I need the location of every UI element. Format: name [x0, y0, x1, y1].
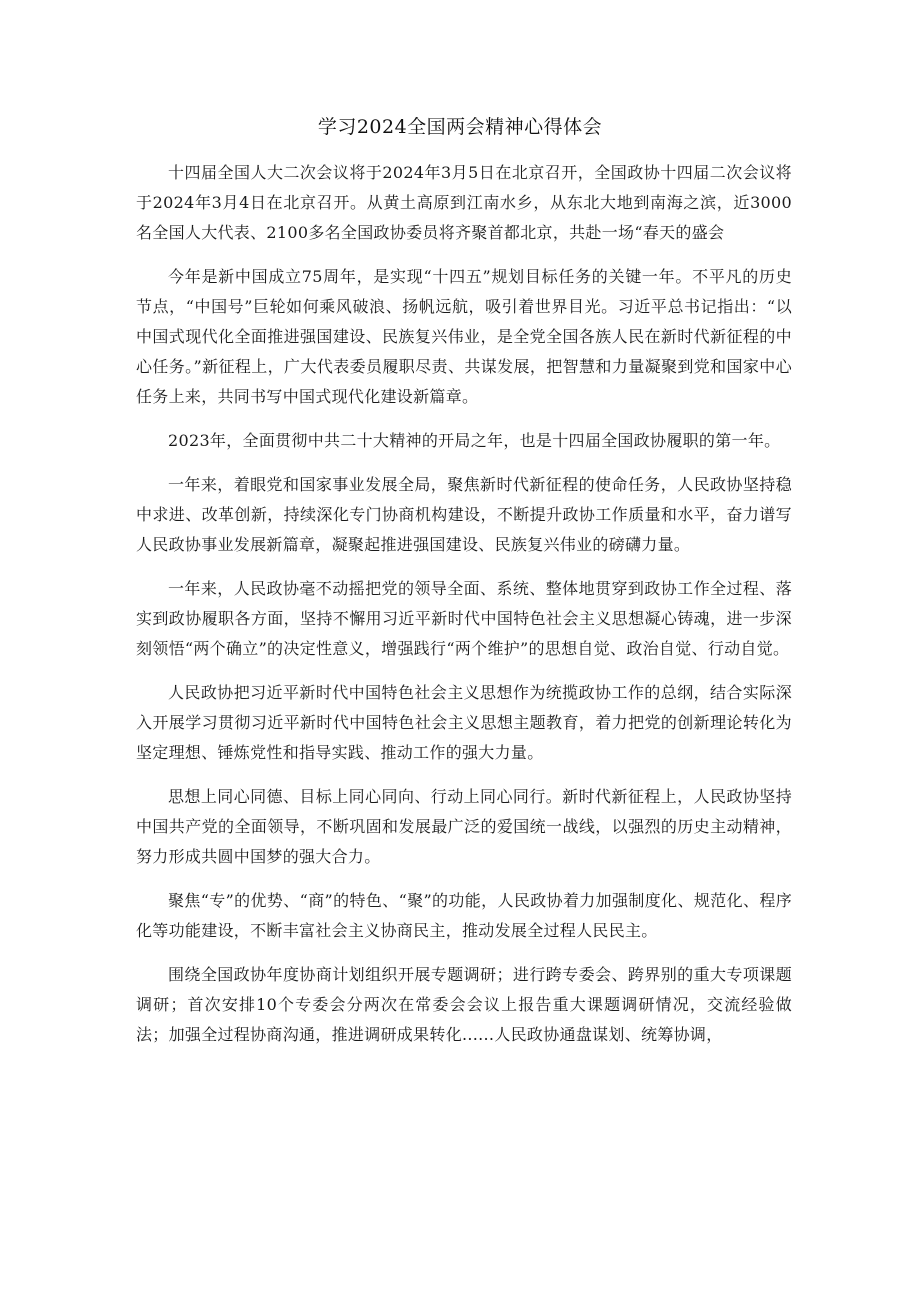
paragraph: 围绕全国政协年度协商计划组织开展专题调研；进行跨专委会、跨界别的重大专项课题调研；首次安排10个专委会分两次在常委会会议上报告重大课题调研情况，交流经验做法；加强全过程协商沟通，推进调研成果转化......人民政协通盘谋划、统筹协调，: [136, 965, 792, 1044]
paragraph: 思想上同心同德、目标上同心同向、行动上同心同行。新时代新征程上，人民政协坚持中国共产党的全面领导，不断巩固和发展最广泛的爱国统一战线，以强烈的历史主动精神，努力形成共圆中国梦的强大合力。: [136, 787, 792, 866]
paragraph: 十四届全国人大二次会议将于2024年3月5日在北京召开，全国政协十四届二次会议将于2024年3月4日在北京召开。从黄土高原到江南水乡，从东北大地到南海之滨，近3000名全国人大代表、2100多名全国政协委员将齐聚首都北京，共赴一场“春天的盛会: [136, 163, 792, 242]
paragraph: 聚焦“专”的优势、“商”的特色、“聚”的功能，人民政协着力加强制度化、规范化、程序化等功能建设，不断丰富社会主义协商民主，推动发展全过程人民民主。: [136, 891, 792, 940]
paragraph: 2023年，全面贯彻中共二十大精神的开局之年，也是十四届全国政协履职的第一年。: [168, 431, 781, 450]
paragraph: 一年来，着眼党和国家事业发展全局，聚焦新时代新征程的使命任务，人民政协坚持稳中求进、改革创新，持续深化专门协商机构建设，不断提升政协工作质量和水平，奋力谱写人民政协事业发展新篇章，凝聚起推进强国建设、民族复兴伟业的磅礴力量。: [136, 475, 792, 554]
paragraph: 一年来，人民政协毫不动摇把党的领导全面、系统、整体地贯穿到政协工作全过程、落实到政协履职各方面，坚持不懈用习近平新时代中国特色社会主义思想凝心铸魂，进一步深刻领悟“两个确立”的决定性意义，增强践行“两个维护”的思想自觉、政治自觉、行动自觉。: [136, 579, 792, 658]
document-body: [136, 158, 792, 1064]
document-title: 学习2024全国两会精神心得体会: [317, 116, 603, 138]
paragraph: 今年是新中国成立75周年，是实现“十四五”规划目标任务的关键一年。不平凡的历史节点，“中国号”巨轮如何乘风破浪、扬帆远航，吸引着世界目光。习近平总书记指出：“以中国式现代化全面推进强国建设、民族复兴伟业，是全党全国各族人民在新时代新征程的中心任务。”新征程上，广大代表委员履职尽责、共谋发展，把智慧和力量凝聚到党和国家中心任务上来，共同书写中国式现代化建设新篇章。: [136, 267, 792, 406]
paragraph: 人民政协把习近平新时代中国特色社会主义思想作为统揽政协工作的总纲，结合实际深入开展学习贯彻习近平新时代中国特色社会主义思想主题教育，着力把党的创新理论转化为坚定理想、锤炼党性和指导实践、推动工作的强大力量。: [136, 683, 792, 762]
